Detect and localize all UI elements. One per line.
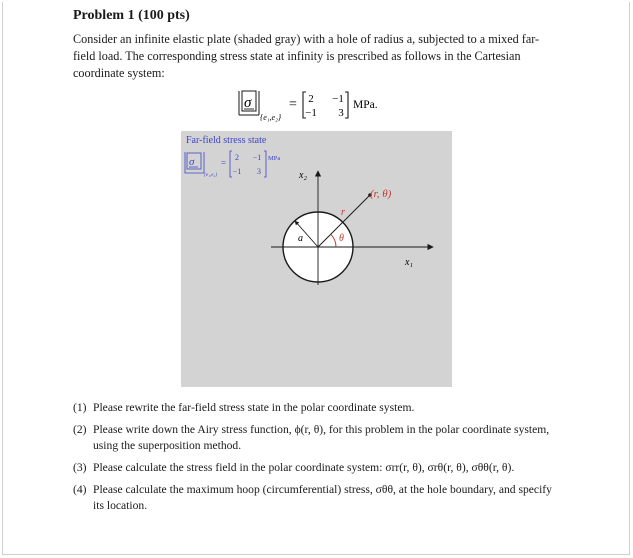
intro-line-2: field load. The corresponding stress state at infinity is prescribed as follows in the Cartesian [73,49,521,63]
question-item [73,400,558,416]
small-sigma-symbol: σ [189,156,195,168]
small-a11: 2 [235,153,239,162]
hole-geometry [181,131,452,387]
question-text: Please rewrite the far-field stress state in the polar coordinate system. [93,401,415,414]
problem-title: Problem 1 (100 pts) [73,8,190,23]
x1-label: x₁ [405,257,413,268]
matrix-a22: 3 [338,107,344,119]
matrix-a11: 2 [308,93,314,105]
radius-label: a [298,233,303,244]
matrix-a12: −1 [332,93,344,105]
basis-subscript: {e₁,e₂} [260,113,282,122]
matrix-bracket-right [345,92,348,118]
equals-sign: = [289,97,297,112]
question-item [73,460,558,476]
matrix-a21: −1 [305,107,317,119]
question-number: (2) [73,423,87,436]
small-a22: 3 [257,167,261,176]
problem-intro [73,31,553,82]
point-label: (r, θ) [370,188,392,200]
small-unit: MPa [268,155,281,162]
question-text: Please calculate the stress field in the polar coordinate system: σrr(r, θ), σrθ(r, θ), σθθ(r, θ). [93,461,515,474]
question-item [73,482,558,514]
question-number: (4) [73,483,87,496]
question-list [73,400,558,520]
small-equals: = [221,158,227,168]
r-label: r [341,207,345,218]
diagram-title: Far-field stress state [186,135,267,146]
small-basis-subscript: {e₁,e₂} [204,173,218,178]
x2-label: x₂ [299,170,307,181]
sigma-symbol: σ [244,95,252,111]
equation-unit: MPa. [353,99,378,111]
theta-label: θ [339,233,344,244]
far-field-diagram [181,131,452,387]
intro-line-3: coordinate system: [73,66,165,80]
stress-equation [238,88,438,122]
small-a12: −1 [252,153,262,162]
question-text: Please calculate the maximum hoop (circumferential) stress, σθθ, at the hole boundary, and specify its location. [93,483,552,512]
intro-line-1: Consider an infinite elastic plate (shaded gray) with a hole of radius a, subjected to a mixed far- [73,32,540,46]
small-a21: −1 [232,167,242,176]
question-number: (1) [73,401,87,414]
question-text: Please write down the Airy stress function, ϕ(r, θ), for this problem in the polar coordinate system, using the superposition method. [93,423,550,452]
question-item [73,422,558,454]
question-number: (3) [73,461,87,474]
